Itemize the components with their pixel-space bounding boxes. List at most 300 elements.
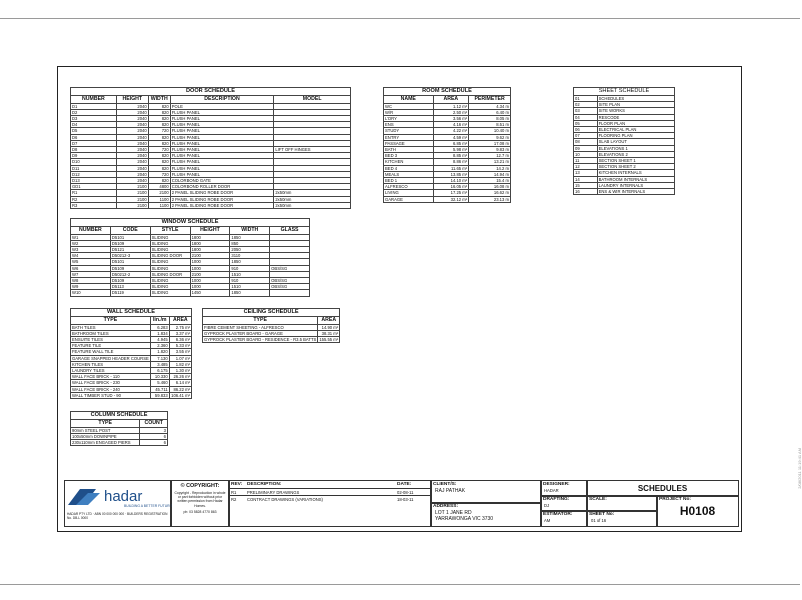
table-cell: 1850: [230, 290, 270, 296]
table-cell: 2.360: [150, 343, 169, 349]
table-cell: D10: [71, 159, 117, 165]
table-cell: 1800: [190, 240, 230, 246]
copyright-text: Copyright - Reproduction in whole or part forbidden without prior written permission from Hadar Homes.: [174, 491, 226, 508]
table-row: [384, 196, 511, 202]
table-cell: 820: [148, 177, 170, 183]
door-col-header: HEIGHT: [116, 96, 148, 104]
table-cell: 2x50mm: [274, 196, 351, 202]
table-cell: OBS/SG: [270, 284, 310, 290]
table-cell: W3: [71, 246, 111, 252]
table-cell: 15: [574, 182, 598, 188]
date-label: DATE:: [397, 482, 412, 487]
door-col-header: MODEL: [274, 96, 351, 104]
table-cell: COLORBOND ROLLER DOOR: [170, 184, 274, 190]
table-cell: 720: [148, 146, 170, 152]
table-cell: 2040: [116, 128, 148, 134]
table-cell: 8.85 m²: [433, 153, 469, 159]
table-cell: 32.12 m²: [433, 196, 469, 202]
table-cell: SLIDING: [150, 277, 190, 283]
table-cell: 12: [574, 164, 598, 170]
table-cell: 16: [574, 189, 598, 195]
table-cell: GYPROCK PLASTER BOARD - RESIDENCE - R3.5 BATTS: [204, 336, 317, 342]
table-cell: D5101: [110, 234, 150, 240]
table-cell: 5.33 m²: [169, 343, 191, 349]
table-cell: 86.22 m²: [169, 386, 191, 392]
table-cell: FIBRE CEMENT SHEETING - ALFRESCO: [203, 324, 318, 330]
table-cell: KITCHEN: [384, 159, 434, 165]
column-schedule-title: COLUMN SCHEDULE: [70, 411, 168, 419]
table-cell: 14: [574, 176, 598, 182]
table-row: [574, 189, 675, 195]
wall-header-row: [71, 317, 192, 325]
table-cell: 17.25 m²: [433, 190, 469, 196]
room-header-row: [384, 96, 511, 104]
table-cell: ELECTRICAL PLAN: [597, 127, 674, 133]
table-cell: 1100: [148, 196, 170, 202]
table-cell: 3.56 m²: [433, 115, 469, 121]
table-cell: 2100: [116, 184, 148, 190]
table-cell: FEATURE TILE: [71, 343, 151, 349]
table-cell: 07: [574, 133, 598, 139]
table-cell: 01: [574, 96, 598, 102]
door-col-header: WIDTH: [148, 96, 170, 104]
table-cell: 2040: [116, 103, 148, 109]
table-cell: D7: [71, 140, 117, 146]
column-header-row: [71, 420, 168, 428]
table-cell: OBS/SG: [270, 277, 310, 283]
table-cell: 2040: [116, 140, 148, 146]
column-schedule-table: [70, 411, 168, 446]
table-cell: 6.283: [150, 324, 169, 330]
table-cell: R3: [71, 202, 117, 208]
table-cell: FEATURE WALL TILE: [71, 349, 151, 355]
table-cell: 1.82 m²: [169, 361, 191, 367]
site-address: LOT 1 JANE RD YARRAWONGA VIC 3730: [435, 510, 494, 522]
sheet-title: SCHEDULES: [586, 480, 739, 497]
table-cell: R1: [71, 190, 117, 196]
table-cell: LIVING: [384, 190, 434, 196]
table-cell: FLOORING PLAN: [597, 133, 674, 139]
table-cell: 6: [140, 439, 168, 445]
window-header-row: [71, 227, 310, 235]
table-cell: W2: [71, 240, 111, 246]
table-cell: 1000: [190, 265, 230, 271]
table-cell: 820: [148, 165, 170, 171]
project-number-value: H0108: [679, 504, 716, 518]
table-cell: 14.2 m: [469, 165, 511, 171]
room-schedule-title: ROOM SCHEDULE: [383, 87, 511, 95]
table-cell: 13: [574, 170, 598, 176]
table-cell: 2 PANEL SLIDING ROBE DOOR: [170, 190, 274, 196]
table-cell: STUDY: [384, 128, 434, 134]
table-cell: 12.7 m: [469, 153, 511, 159]
table-cell: 850: [230, 240, 270, 246]
door-schedule-title: DOOR SCHEDULE: [70, 87, 351, 95]
table-cell: D5109: [110, 265, 150, 271]
table-cell: SLIDING DOOR: [150, 271, 190, 277]
table-cell: 910: [230, 277, 270, 283]
table-cell: D50212-2: [110, 271, 150, 277]
table-cell: 2040: [116, 115, 148, 121]
sheet-number-label: SHEET No:: [589, 512, 615, 517]
table-cell: W4: [71, 253, 111, 259]
table-cell: BATHROOM INTERNALS: [597, 176, 674, 182]
table-cell: 6.85 m²: [433, 140, 469, 146]
ceiling-header-row: [203, 317, 340, 325]
table-cell: FLUSH PANEL: [170, 134, 274, 140]
table-cell: 820: [148, 153, 170, 159]
client-label: CLIENT/S:: [433, 482, 457, 487]
ceiling-col-header: TYPE: [203, 317, 318, 325]
table-cell: BED 3: [384, 153, 434, 159]
table-cell: KITCHEN INTERNALS: [597, 170, 674, 176]
table-cell: 06: [574, 127, 598, 133]
table-cell: SECTION SHEET 1: [597, 158, 674, 164]
table-cell: OBS/SG: [270, 265, 310, 271]
table-cell: 820: [148, 122, 170, 128]
table-cell: 1510: [230, 271, 270, 277]
table-cell: 230x110mm ENGAGED PIERS: [71, 439, 140, 445]
rev-label: REV:: [231, 482, 243, 487]
table-cell: RESCODE: [597, 114, 674, 120]
table-cell: ELEVATIONS 2: [597, 151, 674, 157]
table-cell: ENTRY: [384, 134, 434, 140]
table-cell: WALL TIMBER STUD - 90: [71, 392, 151, 398]
ceiling-col-header: AREA: [318, 317, 340, 325]
window-col-header: HEIGHT: [190, 227, 230, 235]
ceiling-schedule-title: CEILING SCHEDULE: [202, 308, 340, 316]
title-block: [64, 480, 737, 525]
table-cell: FLUSH PANEL: [170, 146, 274, 152]
table-cell: 6: [140, 433, 168, 439]
table-row: [71, 439, 168, 445]
table-cell: 14.10 m²: [433, 177, 469, 183]
table-cell: SLIDING: [150, 290, 190, 296]
table-cell: W7: [71, 271, 111, 277]
window-col-header: GLASS: [270, 227, 310, 235]
room-schedule-table: [383, 87, 511, 203]
revision-panel: [228, 480, 432, 527]
table-cell: 2040: [116, 165, 148, 171]
table-cell: 820: [148, 159, 170, 165]
table-cell: 820: [148, 109, 170, 115]
table-cell: SLAB LAYOUT: [597, 139, 674, 145]
table-cell: 2100: [116, 196, 148, 202]
scale-label: SCALE:: [589, 497, 607, 502]
table-cell: 2 PANEL SLIDING ROBE DOOR: [170, 202, 274, 208]
hadar-logo-icon: [66, 483, 170, 509]
table-cell: LAUNDRY TILES: [71, 367, 151, 373]
table-cell: 1510: [230, 284, 270, 290]
table-cell: 2040: [116, 122, 148, 128]
table-cell: 2040: [116, 109, 148, 115]
table-cell: W/R: [384, 109, 434, 115]
table-cell: 5.460: [150, 380, 169, 386]
table-cell: 05: [574, 120, 598, 126]
table-cell: 1.12 m²: [433, 103, 469, 109]
table-cell: ENSUITE TILES: [71, 336, 151, 342]
table-cell: SLIDING: [150, 284, 190, 290]
table-cell: 5.98 m²: [433, 146, 469, 152]
table-cell: 2040: [116, 171, 148, 177]
table-cell: 10: [574, 151, 598, 157]
table-cell: FLUSH PANEL: [170, 115, 274, 121]
table-cell: 45.711: [150, 386, 169, 392]
table-cell: SLIDING DOOR: [150, 253, 190, 259]
table-cell: 2040: [116, 177, 148, 183]
table-cell: 6.40 m: [469, 109, 511, 115]
table-cell: 26.26 m²: [169, 374, 191, 380]
project-number-label: PROJECT No:: [659, 497, 691, 502]
table-row: [203, 336, 340, 342]
company-phone: ph: 03 5828 4770 863: [183, 509, 217, 514]
table-cell: 820: [148, 103, 170, 109]
revision-row: [229, 488, 431, 495]
table-cell: D12: [71, 171, 117, 177]
table-cell: BATH: [384, 146, 434, 152]
table-cell: 1850: [230, 234, 270, 240]
table-cell: LIFT OFF HINGES: [274, 146, 351, 152]
window-col-header: CODE: [110, 227, 150, 235]
table-cell: SLIDING: [150, 240, 190, 246]
table-cell: 13.85 m²: [433, 171, 469, 177]
table-cell: W8: [71, 277, 111, 283]
table-cell: SITE WORKS: [597, 108, 674, 114]
table-cell: 1000: [190, 284, 230, 290]
plot-timestamp: 2/08/2011 11:19:41 AM: [797, 448, 802, 489]
table-cell: 6.175: [150, 367, 169, 373]
column-col-header: TYPE: [71, 420, 140, 428]
table-cell: D5121: [110, 246, 150, 252]
table-cell: KITCHEN TILES: [71, 361, 151, 367]
table-cell: 155.55 m²: [319, 336, 339, 342]
table-cell: SLIDING: [150, 259, 190, 265]
table-cell: 3.55 m²: [169, 349, 191, 355]
ceiling-schedule-table: [202, 308, 340, 343]
wall-col-header: lin./m: [150, 317, 169, 325]
revision-rows: [229, 488, 431, 502]
table-cell: 100x50mm DOWNPIPE: [71, 433, 140, 439]
table-cell: 6.36 m²: [169, 336, 191, 342]
sheet-schedule-title: SHEET SCHEDULE: [573, 87, 675, 95]
table-row: [71, 290, 310, 296]
table-cell: L'DRY: [384, 115, 434, 121]
table-cell: 1.07 m²: [169, 355, 191, 361]
table-cell: SECTION SHEET 2: [597, 164, 674, 170]
table-cell: W1: [71, 234, 111, 240]
table-cell: 11.65 m²: [433, 165, 469, 171]
table-cell: ALFRESCO: [384, 184, 434, 190]
table-cell: 8.05 m: [469, 115, 511, 121]
table-cell: SITE PLAN: [597, 102, 674, 108]
table-cell: 23.13 m: [469, 196, 511, 202]
door-col-header: DESCRIPTION: [170, 96, 274, 104]
table-cell: FLUSH PANEL: [170, 159, 274, 165]
table-cell: FLUSH PANEL: [170, 122, 274, 128]
sheet-number-panel: [586, 510, 658, 527]
table-cell: 11: [574, 158, 598, 164]
table-cell: SLIDING: [150, 246, 190, 252]
table-cell: 1450: [190, 290, 230, 296]
table-cell: 2040: [116, 159, 148, 165]
revision-cell: CONTRACT DRAWINGS (VARIATIONS): [247, 496, 323, 502]
table-cell: FLOOR PLAN: [597, 120, 674, 126]
table-cell: BATHROOM TILES: [71, 330, 151, 336]
table-cell: 2100: [116, 190, 148, 196]
table-cell: 13.21 m: [469, 159, 511, 165]
table-cell: D2: [71, 109, 117, 115]
desc-label: DESCRIPTION:: [247, 482, 282, 487]
table-cell: [270, 290, 310, 296]
table-cell: 8.51 m: [469, 122, 511, 128]
table-cell: MEALS: [384, 171, 434, 177]
table-cell: 02: [574, 102, 598, 108]
table-cell: BED 4: [384, 165, 434, 171]
table-cell: 2040: [116, 146, 148, 152]
table-cell: 820: [148, 140, 170, 146]
table-cell: 1.834: [150, 330, 169, 336]
window-schedule-table: [70, 218, 310, 297]
client-name: RAJ PATHAK: [435, 488, 466, 494]
wall-col-header: TYPE: [71, 317, 151, 325]
table-cell: D6: [71, 134, 117, 140]
table-cell: GYPROCK PLASTER BOARD - GARAGE: [203, 330, 318, 336]
table-cell: 17.08 m: [469, 140, 511, 146]
table-cell: 38.31 m²: [318, 330, 340, 336]
room-col-header: PERIMETER: [469, 96, 511, 104]
address-panel: [430, 502, 542, 527]
door-col-header: NUMBER: [71, 96, 117, 104]
table-cell: SLIDING: [150, 234, 190, 240]
table-cell: 910: [230, 265, 270, 271]
window-col-header: WIDTH: [230, 227, 270, 235]
table-cell: D50212-3: [110, 253, 150, 259]
revision-cell: R1: [231, 489, 237, 495]
table-cell: 1000: [190, 277, 230, 283]
revision-cell: 18-03-11: [397, 496, 414, 502]
table-cell: 6.14 m²: [169, 380, 191, 386]
logo-tagline: BUILDING A BETTER FUTURE: [124, 504, 172, 508]
table-cell: 2 PANEL SLIDING ROBE DOOR: [170, 196, 274, 202]
table-cell: 7.130: [150, 355, 169, 361]
table-cell: WALL FACE BRICK - 240: [71, 386, 151, 392]
revision-row: [229, 495, 431, 502]
window-schedule-title: WINDOW SCHEDULE: [70, 218, 310, 226]
table-cell: D1: [71, 103, 117, 109]
logo-text: hadar: [104, 488, 143, 505]
table-cell: D5119: [110, 290, 150, 296]
table-cell: GARAGE: [384, 196, 434, 202]
table-cell: FLUSH PANEL: [170, 153, 274, 159]
wall-schedule-title: WALL SCHEDULE: [70, 308, 192, 316]
copyright-title: © COPYRIGHT:: [180, 483, 220, 489]
table-cell: 03: [574, 108, 598, 114]
designer-value: HADAR: [544, 488, 559, 493]
table-cell: 1800: [190, 246, 230, 252]
table-cell: 1000: [190, 259, 230, 265]
designer-label: DESIGNER:: [543, 482, 570, 487]
table-cell: 90mm STEEL POST: [71, 427, 140, 433]
table-cell: D3: [71, 115, 117, 121]
table-cell: FLUSH PANEL: [170, 109, 274, 115]
table-cell: D13: [71, 177, 117, 183]
table-cell: 16.05 m²: [433, 184, 469, 190]
table-cell: 10.330: [150, 374, 169, 380]
table-cell: D11: [71, 165, 117, 171]
table-cell: 10.40 m: [469, 128, 511, 134]
table-cell: WC: [384, 103, 434, 109]
room-col-header: AREA: [433, 96, 469, 104]
drafting-label: DRAFTING:: [543, 497, 570, 502]
table-cell: 720: [148, 128, 170, 134]
table-cell: 4.945: [150, 336, 169, 342]
table-row: [71, 202, 351, 208]
door-header-row: [71, 96, 351, 104]
table-cell: ENS & WIR INTERNALS: [597, 189, 674, 195]
table-cell: 3.37 m²: [169, 330, 191, 336]
table-cell: 2100: [190, 253, 230, 259]
table-cell: 2040: [116, 134, 148, 140]
table-cell: D5: [71, 128, 117, 134]
estimator-value: AM: [544, 518, 551, 523]
revision-cell: PRELIMINARY DRAWINGS: [247, 489, 300, 495]
table-cell: POLE: [170, 103, 274, 109]
table-cell: 2x50mm: [274, 202, 351, 208]
table-cell: 2100: [190, 271, 230, 277]
table-cell: WALL FACE BRICK - 230: [71, 380, 151, 386]
table-cell: COLORBOND GATE: [170, 177, 274, 183]
table-cell: 3110: [230, 253, 270, 259]
table-cell: 1.30 m²: [169, 367, 191, 373]
table-cell: 16.62 m: [469, 190, 511, 196]
project-number-panel: [656, 495, 739, 527]
table-cell: 4.16 m²: [433, 122, 469, 128]
table-cell: 1100: [148, 202, 170, 208]
table-cell: 4800: [148, 184, 170, 190]
table-cell: D5109: [110, 240, 150, 246]
table-cell: 820: [148, 115, 170, 121]
table-cell: 2100: [148, 190, 170, 196]
table-cell: 2040: [116, 153, 148, 159]
table-cell: 2050: [230, 246, 270, 252]
table-cell: D5101: [110, 259, 150, 265]
window-col-header: STYLE: [150, 227, 190, 235]
table-cell: R2: [71, 196, 117, 202]
table-cell: 3: [140, 427, 168, 433]
table-cell: 8.86 m²: [433, 159, 469, 165]
logo-panel: [64, 480, 172, 527]
wall-schedule-table: [70, 308, 192, 399]
copyright-panel: [170, 480, 230, 527]
sheet-number-value: 01 of 16: [591, 518, 607, 523]
table-cell: 2100: [116, 202, 148, 208]
table-cell: 2.50 m²: [433, 109, 469, 115]
table-cell: 106.41 m²: [171, 392, 190, 398]
table-cell: WALL FACE BRICK - 110: [71, 374, 151, 380]
room-col-header: NAME: [384, 96, 434, 104]
company-details: HADAR PTY LTD · ABN 00 000 000 000 · BUILDERS REGISTRATION No. DB-L 0000: [67, 512, 168, 520]
table-cell: 1800: [190, 234, 230, 240]
drafting-value: DJ: [544, 503, 550, 508]
table-cell: 4.34 m: [469, 103, 511, 109]
table-cell: 9.83 m: [469, 146, 511, 152]
table-cell: 14.94 m: [469, 171, 511, 177]
table-cell: 1850: [230, 259, 270, 265]
table-cell: GARAGE SNAPPED HEADER COURSE: [72, 355, 149, 361]
wall-col-header: AREA: [169, 317, 191, 325]
estimator-panel: [540, 510, 588, 527]
table-cell: W9: [71, 284, 111, 290]
